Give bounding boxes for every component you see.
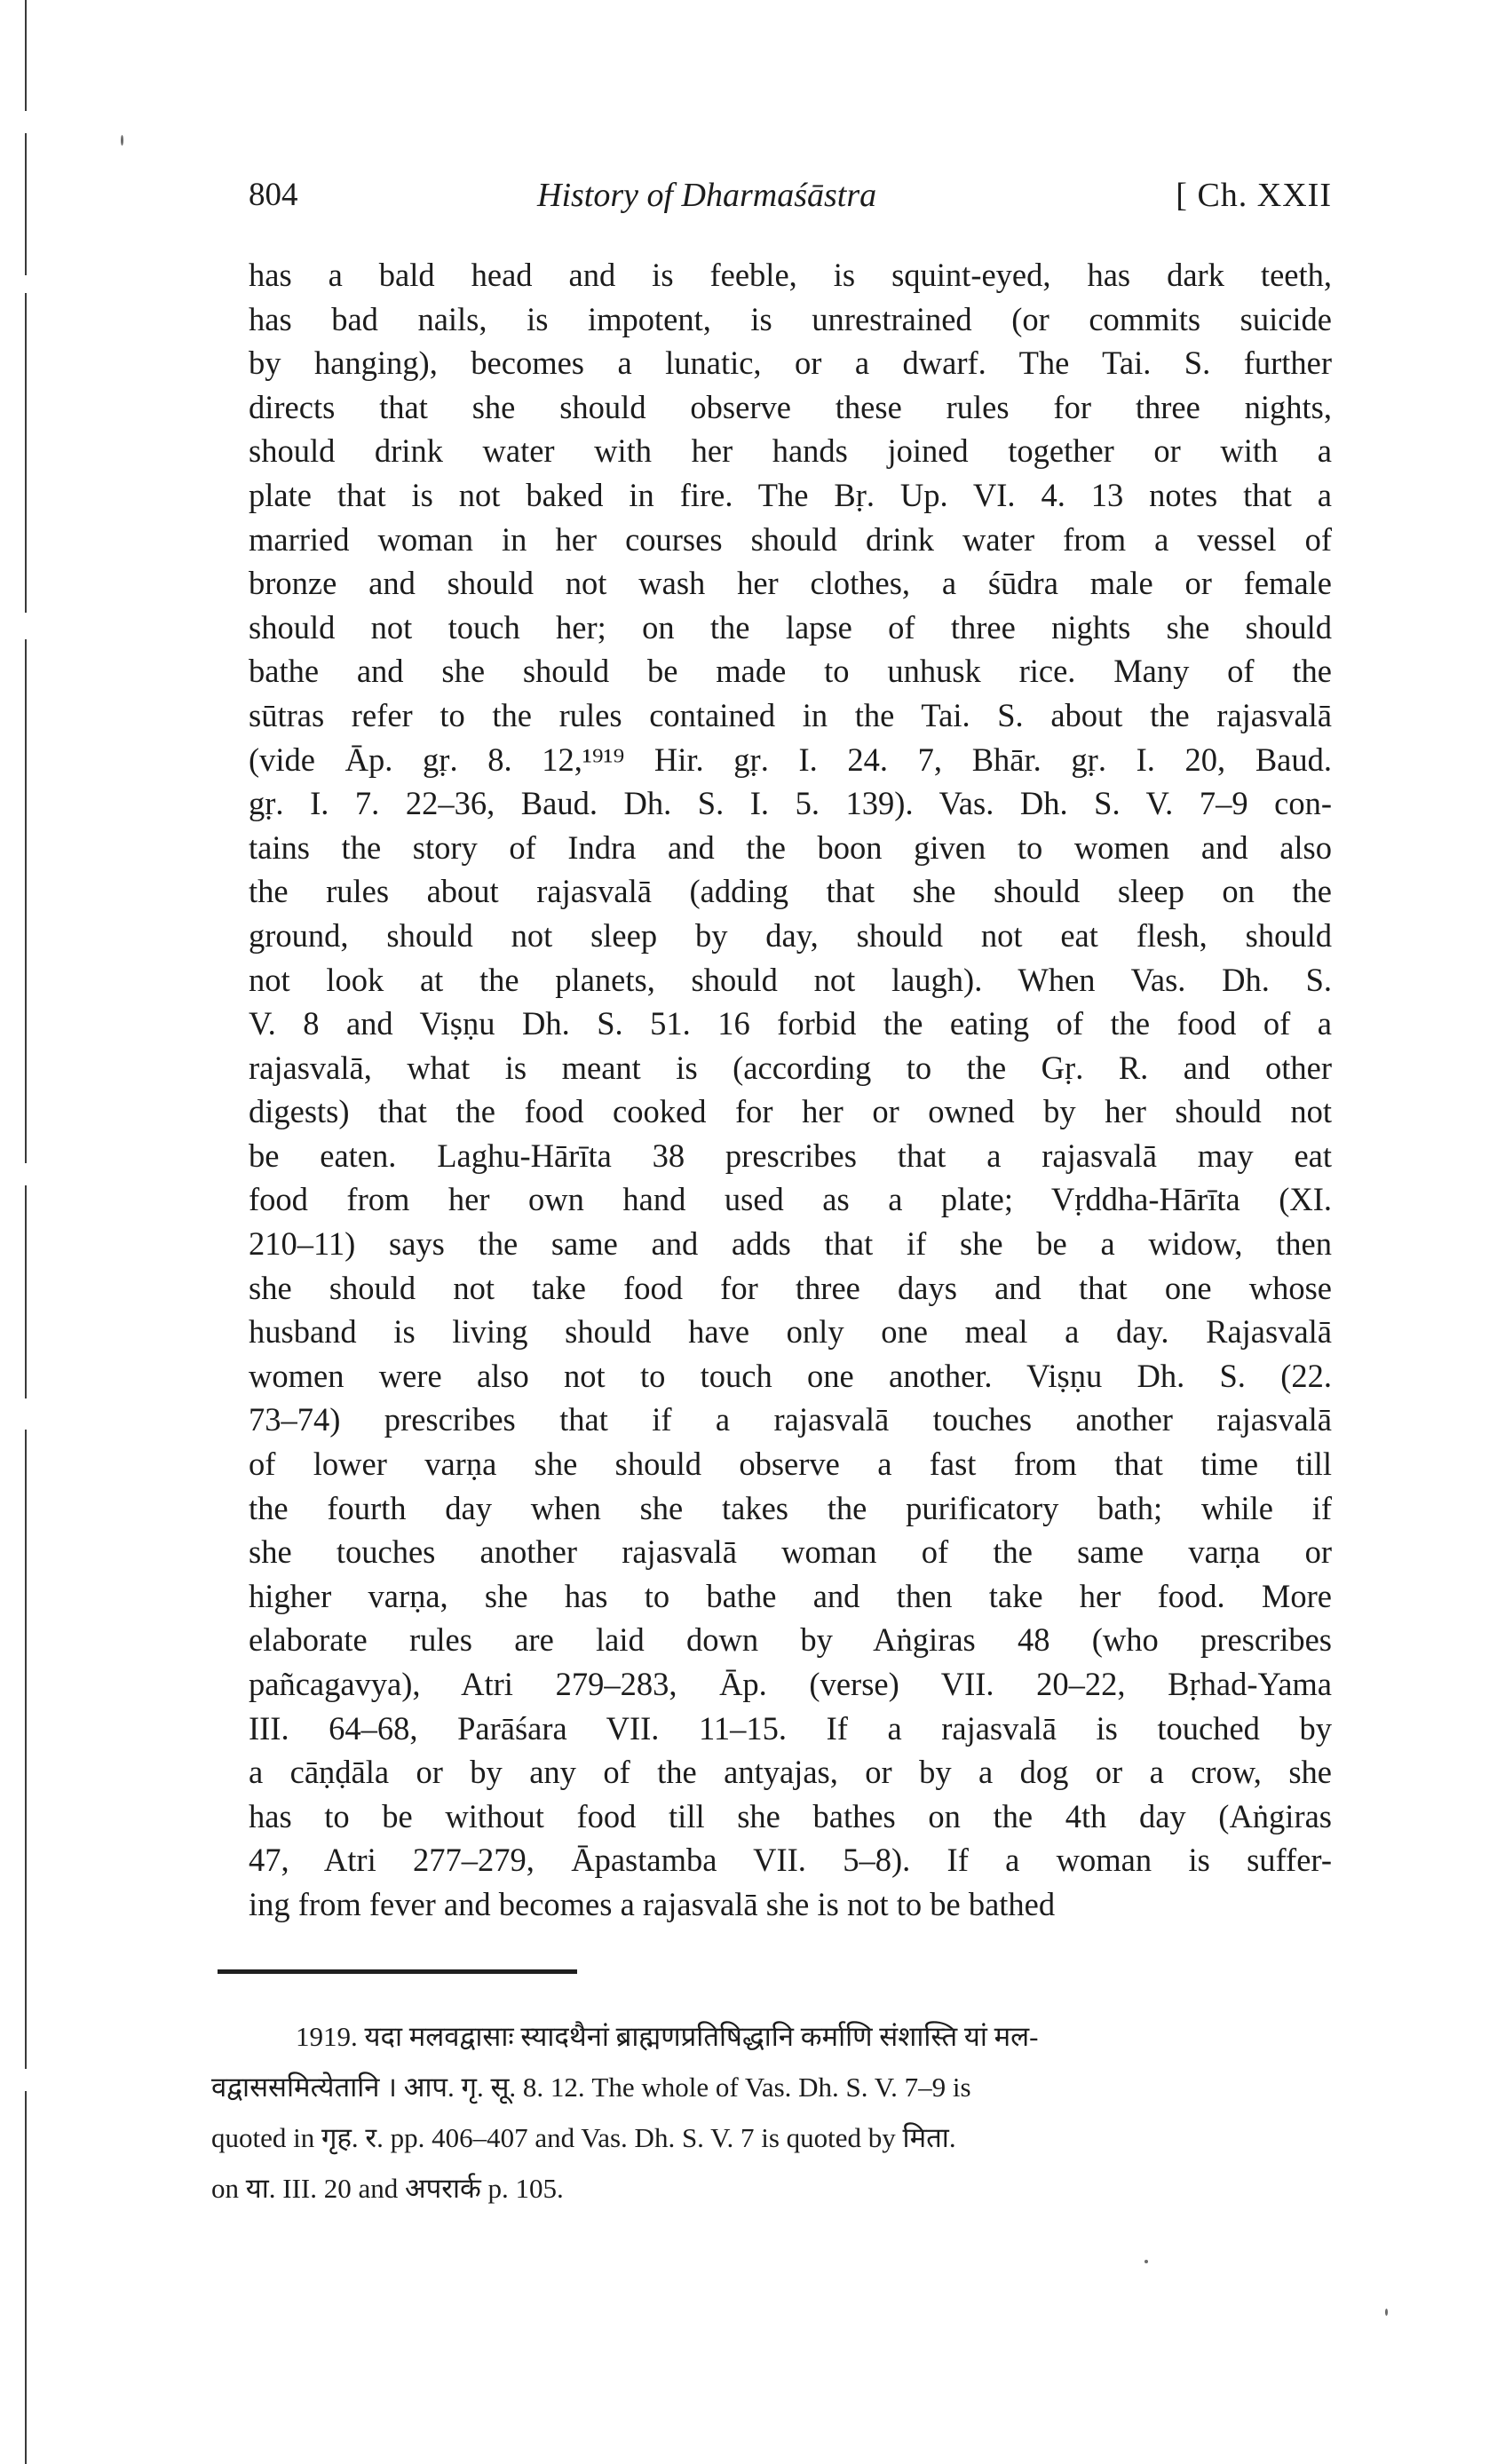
body-line: women were also not to touch one another. Viṣṇu Dh. S. (22. (249, 1357, 1332, 1394)
body-line: ground, should not sleep by day, should not eat flesh, should (249, 916, 1332, 954)
body-line: pañcagavya), Atri 279–283, Āp. (verse) VII. 20–22, Bṛhad-Yama (249, 1666, 1332, 1702)
footnote-1919 (211, 2011, 1332, 2214)
page-header (249, 169, 1332, 222)
body-line: III. 64–68, Parāśara VII. 11–15. If a rajasvalā is touched by (249, 1709, 1332, 1747)
body-line: gṛ. I. 7. 22–36, Baud. Dh. S. I. 5. 139). Vas. Dh. S. V. 7–9 con- (249, 785, 1332, 822)
body-line: 47, Atri 277–279, Āpastamba VII. 5–8). If a woman is suffer- (249, 1842, 1332, 1879)
body-line: she should not take food for three days and that one whose (249, 1269, 1332, 1306)
body-line: bronze and should not wash her clothes, a śūdra male or female (249, 565, 1332, 602)
body-line: V. 8 and Viṣṇu Dh. S. 51. 16 forbid the eating of the food of a (249, 1005, 1332, 1042)
body-line: should not touch her; on the lapse of three nights she should (249, 608, 1332, 646)
page-number: 804 (249, 177, 298, 213)
body-line: tains the story of Indra and the boon given to women and also (249, 828, 1332, 866)
scan-speck (1144, 2260, 1148, 2263)
body-line: food from her own hand used as a plate; Vṛddha-Hārīta (XI. (249, 1181, 1332, 1218)
body-line: has to be without food till she bathes on the 4th day (Aṅgiras (249, 1797, 1332, 1834)
body-line: elaborate rules are laid down by Aṅgiras 48 (who prescribes (249, 1621, 1332, 1659)
footnote-line: वद्वाससमित्येतानि । आप. गृ. सू. 8. 12. The whole of Vas. Dh. S. V. 7–9 is (211, 2072, 971, 2103)
body-line: 73–74) prescribes that if a rajasvalā touches another rajasvalā (249, 1401, 1332, 1438)
scan-margin-line (25, 1185, 27, 1398)
running-title: History of Dharmaśāstra (537, 177, 877, 214)
body-line: be eaten. Laghu-Hārīta 38 prescribes that a rajasvalā may eat (249, 1137, 1332, 1174)
body-text (249, 253, 1332, 1927)
body-line: married woman in her courses should drink water from a vessel of (249, 520, 1332, 558)
scan-margin-line (25, 2091, 27, 2464)
scan-speck (1385, 2309, 1388, 2316)
body-line: a cāṇḍāla or by any of the antyajas, or by a dog or a crow, she (249, 1754, 1332, 1791)
body-line: plate that is not baked in fire. The Bṛ. Up. VI. 4. 13 notes that a (249, 476, 1332, 513)
body-line: bathe and she should be made to unhusk rice. Many of the (249, 653, 1332, 690)
body-line: by hanging), becomes a lunatic, or a dwarf. The Tai. S. further (249, 345, 1332, 382)
body-line: the rules about rajasvalā (adding that she should sleep on the (249, 873, 1332, 910)
scan-speck (121, 135, 123, 146)
body-line: not look at the planets, should not laugh). When Vas. Dh. S. (249, 961, 1332, 998)
body-line: 210–11) says the same and adds that if she be a widow, then (249, 1225, 1332, 1263)
body-line: higher varṇa, she has to bathe and then take her food. More (249, 1577, 1332, 1614)
body-line: has bad nails, is impotent, is unrestrained (or commits suicide (249, 300, 1332, 337)
body-line: of lower varṇa she should observe a fast from that time till (249, 1446, 1332, 1483)
body-line: should drink water with her hands joined together or with a (249, 432, 1332, 470)
chapter-reference: [ Ch. XXII (1176, 177, 1332, 214)
body-line: digests) that the food cooked for her or owned by her should not (249, 1093, 1332, 1130)
scan-margin-line (25, 639, 27, 1163)
body-line: has a bald head and is feeble, is squint-eyed, has dark teeth, (249, 257, 1332, 293)
footnote-separator-rule (218, 1969, 577, 1974)
body-line: ing from fever and becomes a rajasvalā she is not to be bathed (249, 1885, 1056, 1922)
body-line: rajasvalā, what is meant is (according to the Gṛ. R. and other (249, 1049, 1332, 1086)
body-line: the fourth day when she takes the purificatory bath; while if (249, 1489, 1332, 1526)
body-line: (vide Āp. gṛ. 8. 12,¹⁹¹⁹ Hir. gṛ. I. 24. 7, Bhār. gṛ. I. 20, Baud. (249, 741, 1332, 778)
scan-margin-line (25, 133, 27, 275)
scan-margin-line (25, 1430, 27, 2069)
footnote-line: 1919. यदा मलवद्वासाः स्यादथैनां ब्राह्मणप्रतिषिद्धानि कर्माणि संशास्ति यां मल- (296, 2021, 1039, 2052)
body-line: sūtras refer to the rules contained in the Tai. S. about the rajasvalā (249, 696, 1332, 733)
scan-margin-line (25, 0, 27, 111)
scan-margin-line (25, 293, 27, 613)
footnote-line: on या. III. 20 and अपरार्क p. 105. (211, 2173, 564, 2204)
footnote-line: quoted in गृह. र. pp. 406–407 and Vas. Dh. S. V. 7 is quoted by मिता. (211, 2122, 956, 2153)
body-line: husband is living should have only one meal a day. Rajasvalā (249, 1313, 1332, 1351)
body-line: directs that she should observe these rules for three nights, (249, 388, 1332, 425)
body-line: she touches another rajasvalā woman of the same varṇa or (249, 1533, 1332, 1571)
